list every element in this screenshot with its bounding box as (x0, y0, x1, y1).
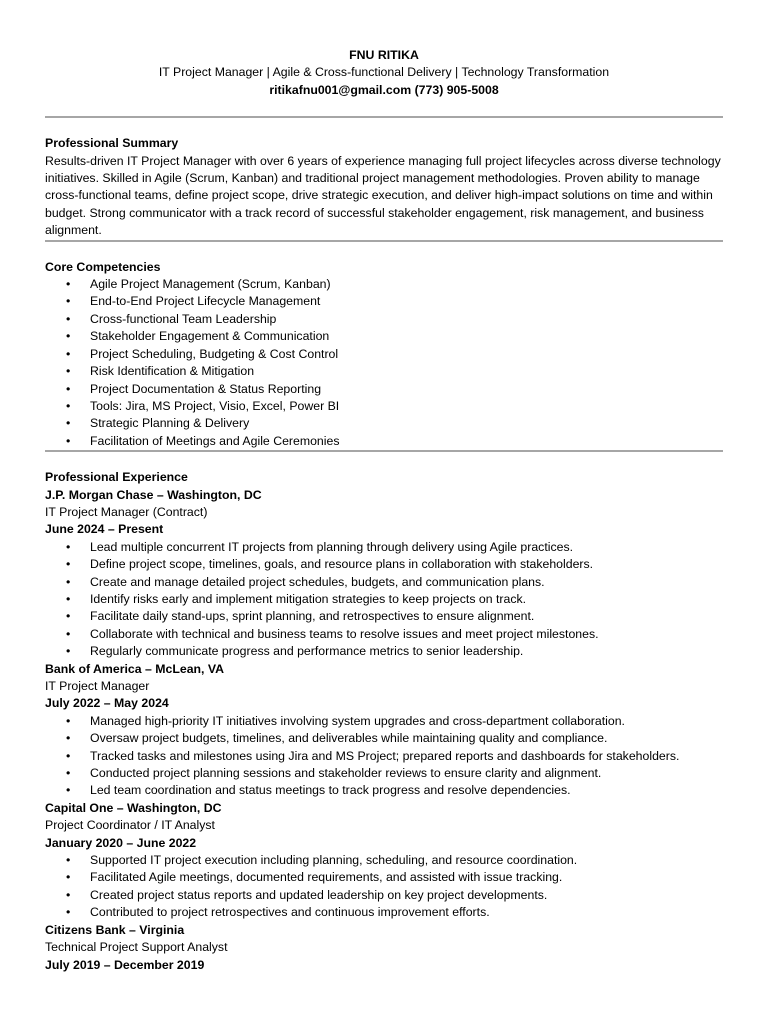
list-item: • Identify risks early and implement mitigation strategies to keep projects on track. (45, 591, 723, 608)
list-item: • Conducted project planning sessions and stakeholder reviews to ensure clarity and alignment. (45, 765, 723, 782)
list-item: • Agile Project Management (Scrum, Kanban) (45, 276, 723, 293)
list-item: • Cross-functional Team Leadership (45, 311, 723, 328)
list-item: • Define project scope, timelines, goals, and resource plans in collaboration with stakeholders. (45, 556, 723, 573)
list-item: • Stakeholder Engagement & Communication (45, 328, 723, 345)
summary-title: Professional Summary (45, 136, 179, 151)
list-item: • Collaborate with technical and business teams to resolve issues and meet project milestones. (45, 626, 723, 643)
job-role: IT Project Manager (Contract) (45, 504, 208, 519)
list-item: • Facilitate daily stand-ups, sprint planning, and retrospectives to ensure alignment. (45, 608, 723, 625)
list-item: • Oversaw project budgets, timelines, and deliverables while maintaining quality and compliance. (45, 730, 723, 747)
job-capital-one (45, 800, 723, 922)
job-company: J.P. Morgan Chase – Washington, DC (45, 487, 262, 502)
job-dates: July 2022 – May 2024 (45, 696, 169, 711)
job-company: Capital One – Washington, DC (45, 800, 222, 815)
job-jpmorgan (45, 487, 723, 661)
list-item: • Risk Identification & Mitigation (45, 363, 723, 380)
job-dates: June 2024 – Present (45, 522, 164, 537)
job-bank-of-america (45, 661, 723, 800)
summary-text: Results-driven IT Project Manager with over 6 years of experience managing full project lifecycles across diverse technology initiatives. Skilled in Agile (Scrum, Kanban) and traditional project management methodologies. Proven ability to manage cross-functional teams, define project scope, drive strategic execution, and deliver high-impact solutions on time and within budget. Strong communicator with a track record of successful stakeholder engagement, risk management, and business alignment. (45, 153, 721, 238)
job-role: Project Coordinator / IT Analyst (45, 818, 215, 833)
job-dates: July 2019 – December 2019 (45, 957, 205, 972)
experience-section (45, 469, 723, 974)
competencies-title: Core Competencies (45, 259, 161, 274)
job-bullets (45, 713, 723, 800)
candidate-name: FNU RITIKA (349, 48, 419, 62)
resume-header (45, 0, 723, 99)
job-dates: January 2020 – June 2022 (45, 835, 197, 850)
experience-title: Professional Experience (45, 470, 188, 485)
list-item: • Managed high-priority IT initiatives involving system upgrades and cross-department collaboration. (45, 713, 723, 730)
job-company: Bank of America – McLean, VA (45, 661, 225, 676)
list-item: • Led team coordination and status meetings to track progress and resolve dependencies. (45, 782, 723, 799)
list-item: • Project Scheduling, Budgeting & Cost Control (45, 346, 723, 363)
list-item: • Tracked tasks and milestones using Jira and MS Project; prepared reports and dashboards for stakeholders. (45, 748, 723, 765)
list-item: • Contributed to project retrospectives and continuous improvement efforts. (45, 904, 723, 921)
job-role: IT Project Manager (45, 679, 150, 693)
list-item: • Strategic Planning & Delivery (45, 415, 723, 432)
list-item: • End-to-End Project Lifecycle Management (45, 293, 723, 310)
job-citizens-bank (45, 922, 723, 974)
list-item: • Project Documentation & Status Reporting (45, 381, 723, 398)
job-company: Citizens Bank – Virginia (45, 922, 185, 937)
competencies-list (45, 276, 723, 450)
list-item: • Lead multiple concurrent IT projects from planning through delivery using Agile practices. (45, 539, 723, 556)
job-bullets (45, 852, 723, 922)
list-item: • Tools: Jira, MS Project, Visio, Excel, Power BI (45, 398, 723, 415)
list-item: • Facilitated Agile meetings, documented requirements, and assisted with issue tracking. (45, 869, 723, 886)
list-item: • Created project status reports and updated leadership on key project developments. (45, 887, 723, 904)
job-role: Technical Project Support Analyst (45, 940, 228, 955)
list-item: • Create and manage detailed project schedules, budgets, and communication plans. (45, 574, 723, 591)
list-item: • Facilitation of Meetings and Agile Ceremonies (45, 433, 723, 450)
job-bullets (45, 539, 723, 661)
candidate-tagline: IT Project Manager | Agile & Cross-functional Delivery | Technology Transformation (158, 65, 610, 80)
list-item: • Regularly communicate progress and performance metrics to senior leadership. (45, 643, 723, 660)
candidate-contact: ritikafnu001@gmail.com (773) 905-5008 (269, 82, 499, 97)
competencies-section (45, 259, 723, 450)
list-item: • Supported IT project execution including planning, scheduling, and resource coordination. (45, 852, 723, 869)
summary-section (45, 135, 723, 239)
